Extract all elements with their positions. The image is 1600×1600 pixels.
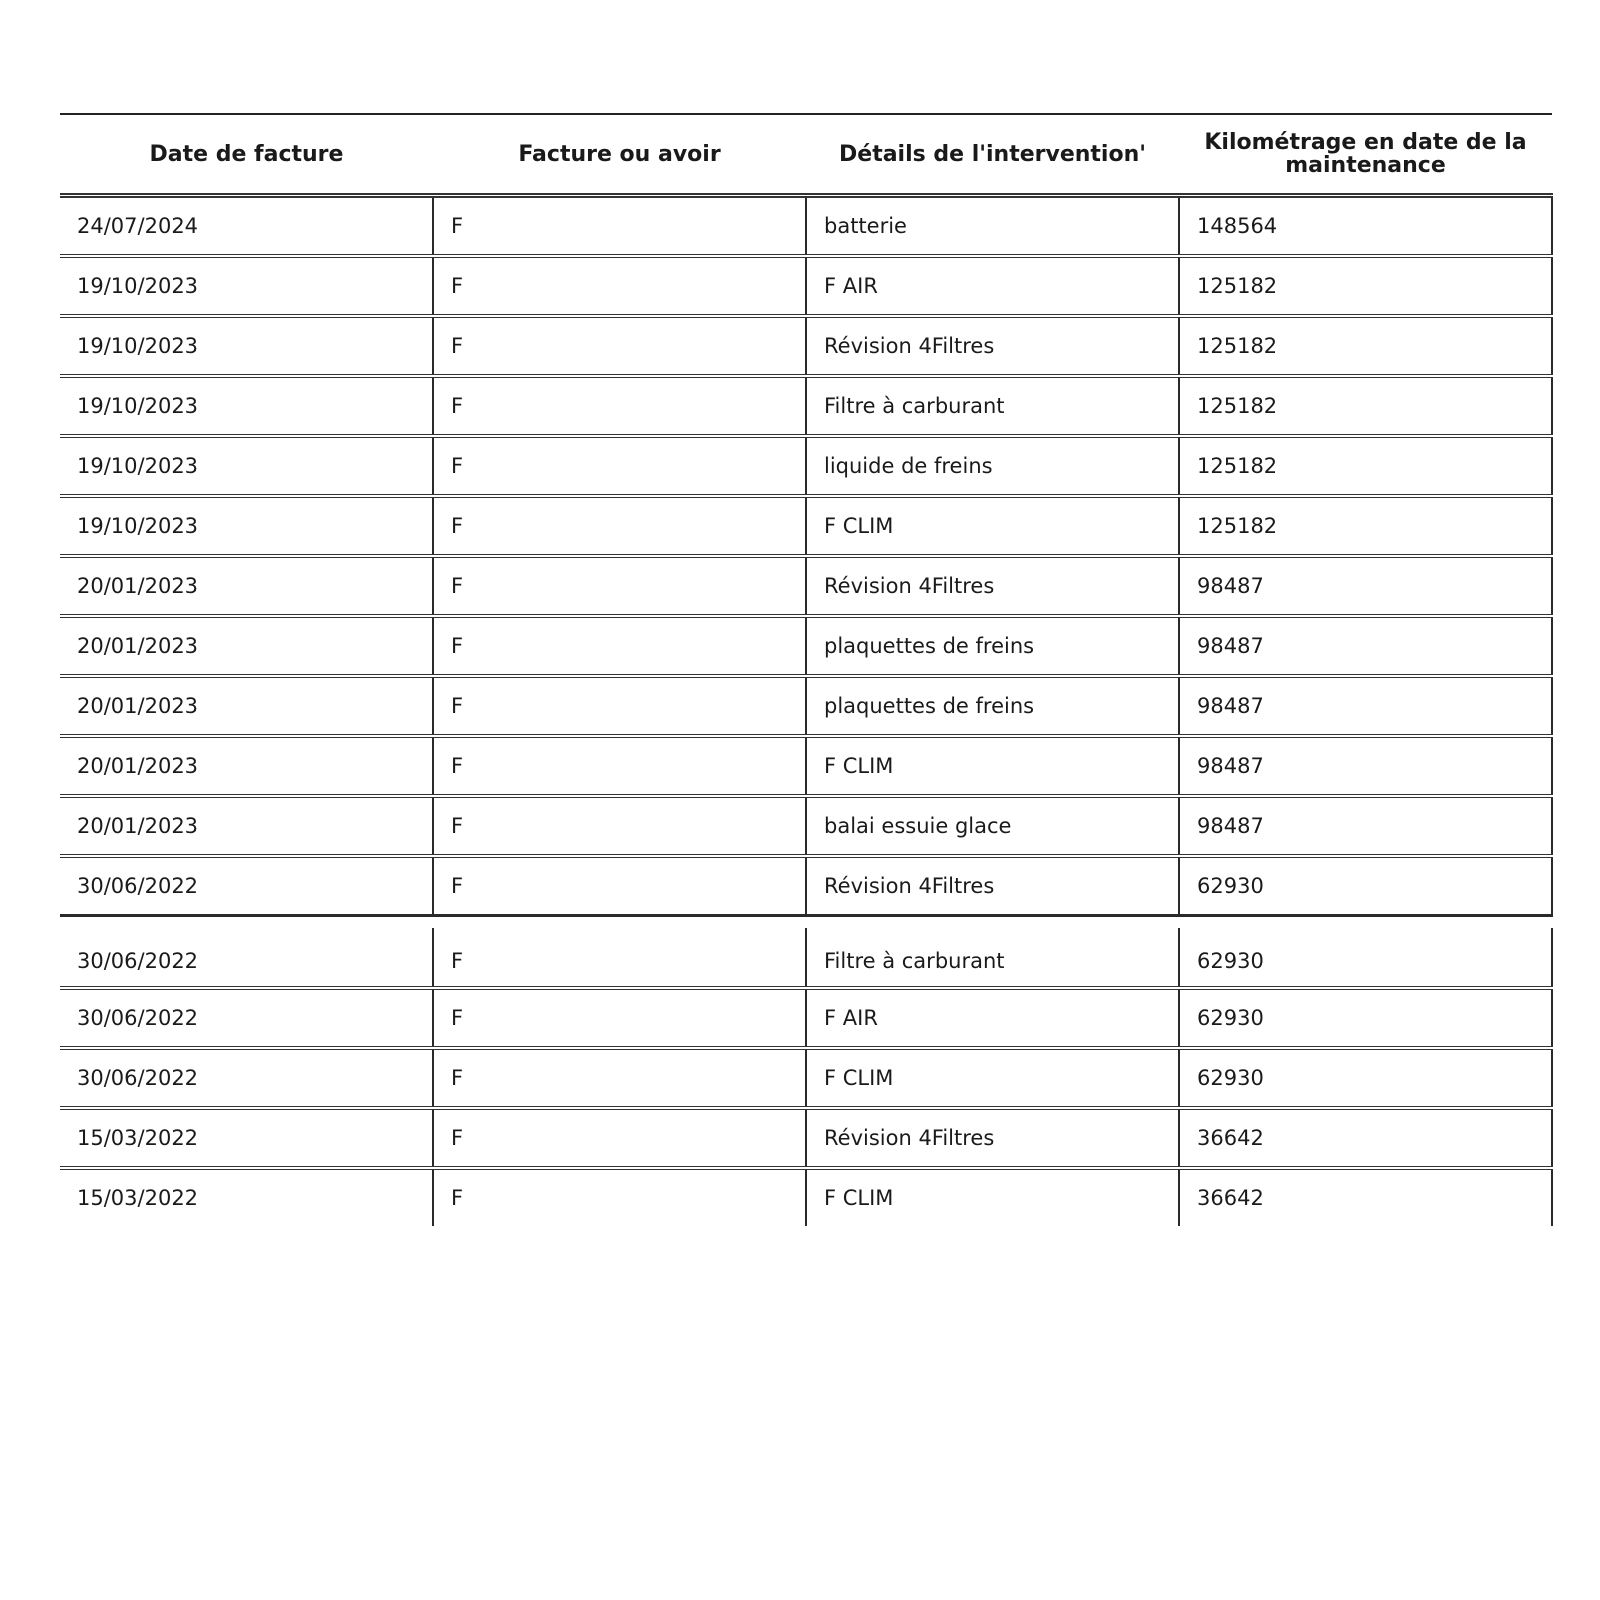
cell-type: F [433, 196, 806, 256]
cell-type: F [433, 1048, 806, 1108]
cell-details: plaquettes de freins [806, 616, 1179, 676]
cell-kilometrage: 125182 [1179, 316, 1552, 376]
cell-kilometrage: 125182 [1179, 436, 1552, 496]
table-row [60, 928, 1552, 988]
header-date-facture: Date de facture [60, 114, 433, 196]
cell-date: 19/10/2023 [60, 316, 433, 376]
cell-date: 30/06/2022 [60, 988, 433, 1048]
cell-details: batterie [806, 196, 1179, 256]
table-row [60, 1108, 1552, 1168]
cell-date: 30/06/2022 [60, 856, 433, 916]
cell-details: Révision 4Filtres [806, 856, 1179, 916]
cell-type: F [433, 496, 806, 556]
header-facture-ou-avoir: Facture ou avoir [433, 114, 806, 196]
cell-type: F [433, 316, 806, 376]
cell-date: 24/07/2024 [60, 196, 433, 256]
cell-date: 19/10/2023 [60, 496, 433, 556]
table-body [60, 196, 1552, 1226]
cell-details: F CLIM [806, 496, 1179, 556]
cell-kilometrage: 36642 [1179, 1168, 1552, 1226]
table-row [60, 496, 1552, 556]
header-row [60, 114, 1552, 196]
cell-date: 15/03/2022 [60, 1108, 433, 1168]
cell-date: 20/01/2023 [60, 616, 433, 676]
table-row [60, 988, 1552, 1048]
cell-date: 20/01/2023 [60, 796, 433, 856]
table-row [60, 376, 1552, 436]
cell-date: 19/10/2023 [60, 376, 433, 436]
row-spacer [60, 916, 1552, 928]
cell-kilometrage: 125182 [1179, 256, 1552, 316]
maintenance-table [60, 113, 1553, 1226]
cell-details: Révision 4Filtres [806, 316, 1179, 376]
table-row [60, 436, 1552, 496]
cell-type: F [433, 988, 806, 1048]
cell-date: 19/10/2023 [60, 436, 433, 496]
cell-type: F [433, 796, 806, 856]
cell-kilometrage: 62930 [1179, 1048, 1552, 1108]
cell-kilometrage: 98487 [1179, 736, 1552, 796]
cell-details: plaquettes de freins [806, 676, 1179, 736]
cell-date: 20/01/2023 [60, 676, 433, 736]
table-row [60, 1168, 1552, 1226]
cell-details: Filtre à carburant [806, 376, 1179, 436]
cell-details: Filtre à carburant [806, 928, 1179, 988]
cell-details: F AIR [806, 256, 1179, 316]
cell-kilometrage: 125182 [1179, 376, 1552, 436]
cell-type: F [433, 856, 806, 916]
cell-type: F [433, 676, 806, 736]
table-row [60, 316, 1552, 376]
table-row [60, 1048, 1552, 1108]
cell-date: 20/01/2023 [60, 556, 433, 616]
cell-kilometrage: 98487 [1179, 616, 1552, 676]
table-header [60, 114, 1552, 196]
cell-type: F [433, 556, 806, 616]
header-kilometrage: Kilométrage en date de la maintenance [1179, 114, 1552, 196]
cell-type: F [433, 1168, 806, 1226]
table-row [60, 196, 1552, 256]
cell-type: F [433, 376, 806, 436]
cell-kilometrage: 62930 [1179, 856, 1552, 916]
cell-date: 20/01/2023 [60, 736, 433, 796]
table-row [60, 736, 1552, 796]
cell-kilometrage: 125182 [1179, 496, 1552, 556]
table-row [60, 856, 1552, 916]
table-row [60, 796, 1552, 856]
cell-type: F [433, 256, 806, 316]
cell-type: F [433, 928, 806, 988]
cell-date: 19/10/2023 [60, 256, 433, 316]
cell-type: F [433, 616, 806, 676]
cell-kilometrage: 98487 [1179, 556, 1552, 616]
cell-kilometrage: 98487 [1179, 796, 1552, 856]
cell-details: Révision 4Filtres [806, 1108, 1179, 1168]
cell-date: 15/03/2022 [60, 1168, 433, 1226]
cell-kilometrage: 62930 [1179, 928, 1552, 988]
cell-type: F [433, 436, 806, 496]
cell-type: F [433, 1108, 806, 1168]
cell-kilometrage: 36642 [1179, 1108, 1552, 1168]
cell-details: F CLIM [806, 1048, 1179, 1108]
spacer-cell [60, 916, 1552, 928]
cell-details: F AIR [806, 988, 1179, 1048]
cell-kilometrage: 62930 [1179, 988, 1552, 1048]
cell-date: 30/06/2022 [60, 928, 433, 988]
cell-details: liquide de freins [806, 436, 1179, 496]
cell-kilometrage: 98487 [1179, 676, 1552, 736]
table-row [60, 616, 1552, 676]
cell-kilometrage: 148564 [1179, 196, 1552, 256]
cell-details: balai essuie glace [806, 796, 1179, 856]
table-row [60, 676, 1552, 736]
cell-details: Révision 4Filtres [806, 556, 1179, 616]
cell-date: 30/06/2022 [60, 1048, 433, 1108]
table-row [60, 556, 1552, 616]
cell-details: F CLIM [806, 736, 1179, 796]
cell-details: F CLIM [806, 1168, 1179, 1226]
header-details-intervention: Détails de l'intervention' [806, 114, 1179, 196]
table-row [60, 256, 1552, 316]
cell-type: F [433, 736, 806, 796]
